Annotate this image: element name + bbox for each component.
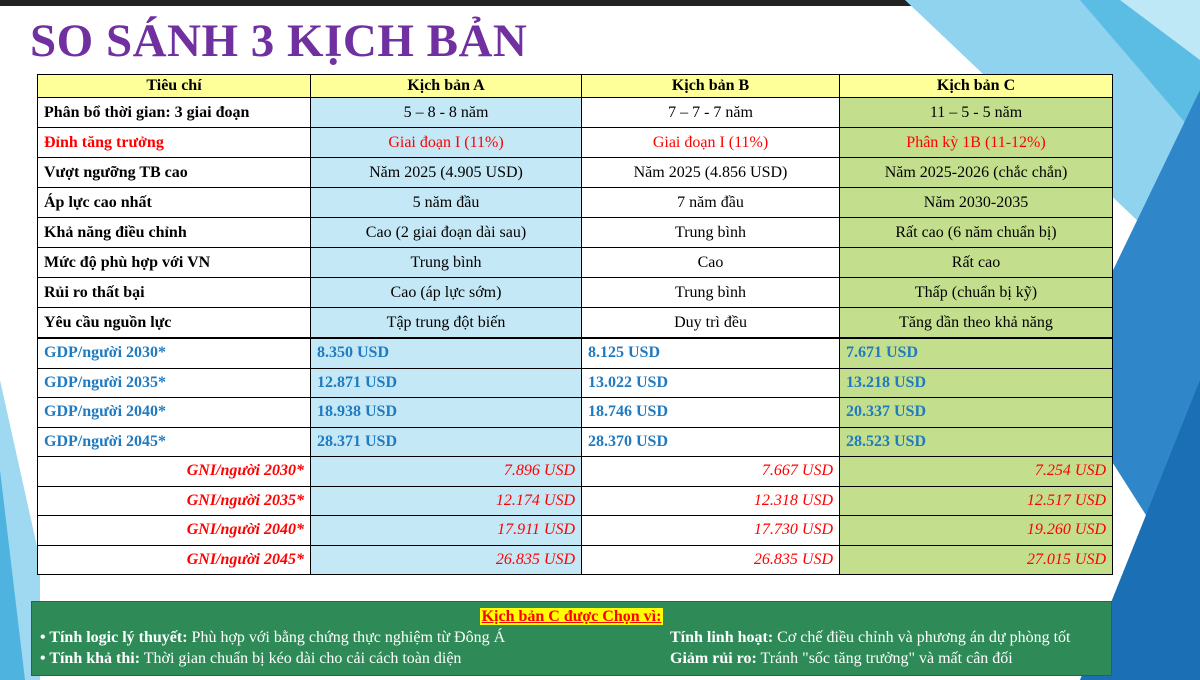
scenario-a-cell: 5 năm đầu <box>311 188 582 218</box>
table-row <box>38 308 1113 339</box>
conclusion-item-text: Tránh "sốc tăng trưởng" và mất cân đối <box>756 650 1013 667</box>
scenario-c-cell: 12.517 USD <box>840 486 1113 516</box>
conclusion-item-text: Phù hợp với bằng chứng thực nghiệm từ Đông Á <box>187 629 506 646</box>
scenario-c-cell: 11 – 5 - 5 năm <box>840 98 1113 128</box>
criteria-cell: Mức độ phù hợp với VN <box>38 248 311 278</box>
criteria-cell: Phân bổ thời gian: 3 giai đoạn <box>38 98 311 128</box>
table-row <box>38 218 1113 248</box>
scenario-c-cell: 20.337 USD <box>840 398 1113 428</box>
scenario-c-cell: 27.015 USD <box>840 545 1113 575</box>
scenario-c-cell: 28.523 USD <box>840 427 1113 457</box>
conclusion-item-label: • Tính logic lý thuyết: <box>40 629 188 646</box>
scenario-b-cell: 18.746 USD <box>582 398 840 428</box>
table-row <box>38 128 1113 158</box>
header-scenario-b: Kịch bản B <box>582 75 840 98</box>
conclusion-item <box>670 629 1070 647</box>
scenario-b-cell: Duy trì đều <box>582 308 840 339</box>
criteria-cell: GDP/người 2040* <box>38 398 311 428</box>
scenario-c-cell: Phân kỳ 1B (11-12%) <box>840 128 1113 158</box>
scenario-c-cell: Năm 2030-2035 <box>840 188 1113 218</box>
scenario-c-cell: Năm 2025-2026 (chắc chắn) <box>840 158 1113 188</box>
table-row <box>38 368 1113 398</box>
criteria-cell: Khả năng điều chỉnh <box>38 218 311 248</box>
scenario-a-cell: Giai đoạn I (11%) <box>311 128 582 158</box>
scenario-c-cell: Thấp (chuẩn bị kỹ) <box>840 278 1113 308</box>
scenario-c-cell: Rất cao <box>840 248 1113 278</box>
scenario-b-cell: 26.835 USD <box>582 545 840 575</box>
conclusion-item-label: Giảm rủi ro: <box>670 650 757 667</box>
criteria-cell: GNI/người 2030* <box>38 457 311 487</box>
criteria-cell: Áp lực cao nhất <box>38 188 311 218</box>
conclusion-item <box>40 650 461 668</box>
criteria-cell: GDP/người 2045* <box>38 427 311 457</box>
scenario-b-cell: Trung bình <box>582 278 840 308</box>
criteria-cell: GDP/người 2030* <box>38 338 311 368</box>
criteria-cell: GNI/người 2045* <box>38 545 311 575</box>
conclusion-item-label: • Tính khả thi: <box>40 650 141 667</box>
scenario-a-cell: 28.371 USD <box>311 427 582 457</box>
conclusion-item-text: Thời gian chuẩn bị kéo dài cho cải cách toàn diện <box>140 650 462 667</box>
scenario-a-cell: Tập trung đột biến <box>311 308 582 339</box>
conclusion-item <box>670 650 1013 668</box>
table-row <box>38 516 1113 546</box>
conclusion-title: Kịch bản C được Chọn vì: <box>481 608 662 625</box>
criteria-cell: Vượt ngưỡng TB cao <box>38 158 311 188</box>
table-header-row <box>38 75 1113 98</box>
scenario-b-cell: 28.370 USD <box>582 427 840 457</box>
conclusion-box <box>31 601 1112 676</box>
scenario-b-cell: 7.667 USD <box>582 457 840 487</box>
scenario-c-cell: Tăng dần theo khả năng <box>840 308 1113 339</box>
page-title: SO SÁNH 3 KỊCH BẢN <box>30 15 528 67</box>
criteria-cell: GNI/người 2040* <box>38 516 311 546</box>
criteria-cell: Yêu cầu nguồn lực <box>38 308 311 339</box>
table-row <box>38 398 1113 428</box>
table-row <box>38 98 1113 128</box>
criteria-cell: GNI/người 2035* <box>38 486 311 516</box>
conclusion-item-label: Tính linh hoạt: <box>670 629 774 646</box>
criteria-cell: GDP/người 2035* <box>38 368 311 398</box>
scenario-c-cell: Rất cao (6 năm chuẩn bị) <box>840 218 1113 248</box>
scenario-b-cell: 8.125 USD <box>582 338 840 368</box>
scenario-a-cell: Năm 2025 (4.905 USD) <box>311 158 582 188</box>
scenario-a-cell: 18.938 USD <box>311 398 582 428</box>
criteria-cell: Đỉnh tăng trưởng <box>38 128 311 158</box>
table-row <box>38 427 1113 457</box>
scenario-a-cell: Cao (2 giai đoạn dài sau) <box>311 218 582 248</box>
scenario-a-cell: Cao (áp lực sớm) <box>311 278 582 308</box>
table-row <box>38 457 1113 487</box>
scenario-a-cell: 5 – 8 - 8 năm <box>311 98 582 128</box>
table-row <box>38 338 1113 368</box>
table-row <box>38 278 1113 308</box>
scenario-c-cell: 13.218 USD <box>840 368 1113 398</box>
header-criteria: Tiêu chí <box>38 75 311 98</box>
scenario-b-cell: Cao <box>582 248 840 278</box>
scenario-c-cell: 7.671 USD <box>840 338 1113 368</box>
scenario-c-cell: 19.260 USD <box>840 516 1113 546</box>
criteria-cell: Rủi ro thất bại <box>38 278 311 308</box>
table-row <box>38 188 1113 218</box>
scenario-a-cell: 12.174 USD <box>311 486 582 516</box>
table-row <box>38 545 1113 575</box>
scenario-b-cell: 12.318 USD <box>582 486 840 516</box>
table-row <box>38 486 1113 516</box>
scenario-b-cell: 17.730 USD <box>582 516 840 546</box>
scenario-a-cell: 17.911 USD <box>311 516 582 546</box>
conclusion-item <box>40 629 505 647</box>
conclusion-item-text: Cơ chế điều chỉnh và phương án dự phòng tốt <box>773 629 1071 646</box>
scenario-b-cell: 13.022 USD <box>582 368 840 398</box>
scenario-b-cell: Giai đoạn I (11%) <box>582 128 840 158</box>
header-scenario-a: Kịch bản A <box>311 75 582 98</box>
scenario-a-cell: 26.835 USD <box>311 545 582 575</box>
scenario-b-cell: Trung bình <box>582 218 840 248</box>
comparison-table <box>37 74 1113 575</box>
scenario-a-cell: 12.871 USD <box>311 368 582 398</box>
scenario-a-cell: 7.896 USD <box>311 457 582 487</box>
header-scenario-c: Kịch bản C <box>840 75 1113 98</box>
scenario-a-cell: Trung bình <box>311 248 582 278</box>
table-row <box>38 158 1113 188</box>
scenario-c-cell: 7.254 USD <box>840 457 1113 487</box>
scenario-a-cell: 8.350 USD <box>311 338 582 368</box>
scenario-b-cell: 7 – 7 - 7 năm <box>582 98 840 128</box>
scenario-b-cell: 7 năm đầu <box>582 188 840 218</box>
scenario-b-cell: Năm 2025 (4.856 USD) <box>582 158 840 188</box>
table-row <box>38 248 1113 278</box>
